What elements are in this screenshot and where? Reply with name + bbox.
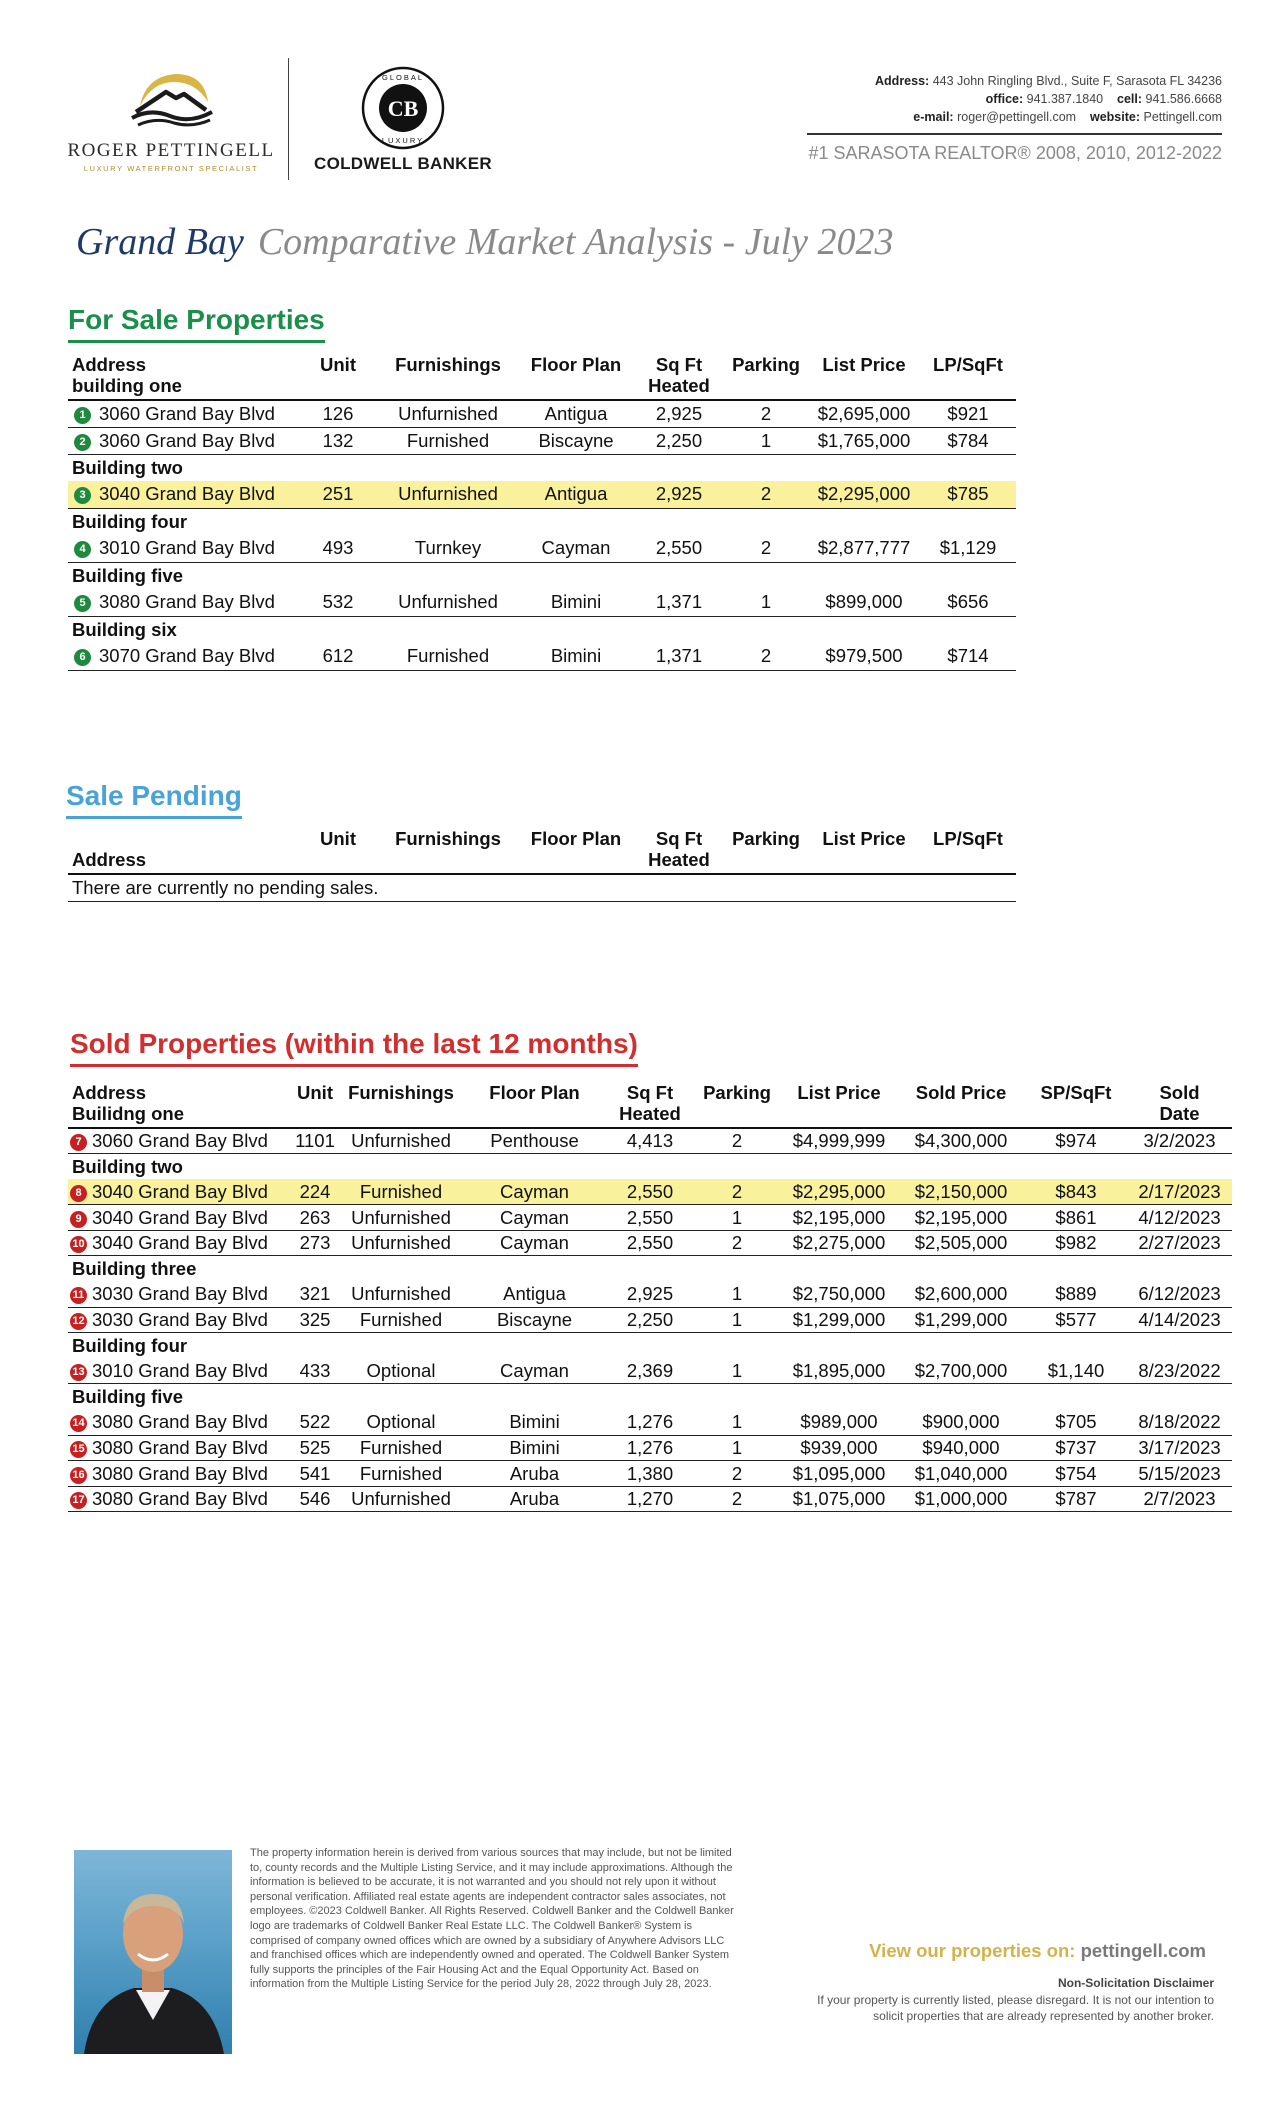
parking-cell: 2	[693, 1179, 781, 1205]
table-row	[68, 1461, 1232, 1487]
unit-cell: 522	[290, 1410, 340, 1436]
col-header-floor-plan: Floor Plan	[518, 828, 634, 874]
non-solicitation-title: Non-Solicitation Disclaimer	[1057, 1976, 1214, 1990]
table-row	[68, 1358, 1232, 1384]
furnishings-cell: Furnished	[378, 643, 518, 670]
address-cell: 3080 Grand Bay Blvd	[92, 1462, 268, 1484]
sold-price-cell: $1,000,000	[897, 1486, 1025, 1512]
address-cell: 3080 Grand Bay Blvd	[92, 1436, 268, 1458]
building-group-row	[68, 508, 1016, 535]
contact-address-line	[762, 72, 1222, 90]
listing-number-badge: 2	[74, 434, 91, 451]
sold-price-cell: $940,000	[897, 1435, 1025, 1461]
header-sqft-label: Sq Ft	[655, 828, 703, 849]
table-row	[68, 1230, 1232, 1256]
list-price-cell: $2,695,000	[808, 400, 920, 427]
listing-number-badge: 8	[70, 1185, 87, 1202]
furnishings-cell: Unfurnished	[340, 1230, 462, 1256]
for-sale-table	[68, 354, 1016, 671]
sold-price-cell: $2,505,000	[897, 1230, 1025, 1256]
address-cell: 3060 Grand Bay Blvd	[99, 429, 275, 451]
col-header-address	[68, 1082, 290, 1128]
sold-price-cell: $1,040,000	[897, 1461, 1025, 1487]
furnishings-cell: Furnished	[340, 1307, 462, 1333]
sqft-cell: 1,276	[607, 1410, 693, 1436]
sqft-cell: 2,250	[634, 427, 724, 454]
sqft-cell: 1,270	[607, 1486, 693, 1512]
listing-number-badge: 7	[70, 1134, 87, 1151]
floor-plan-cell: Cayman	[462, 1179, 607, 1205]
building-group-row	[68, 562, 1016, 589]
brand-divider	[288, 58, 289, 180]
header-sqft-label: Sq Ft	[626, 1082, 674, 1103]
building-group-row	[68, 1333, 1232, 1359]
empty-state-row	[68, 874, 1016, 901]
unit-cell: 251	[298, 481, 378, 508]
building-group-label: Building four	[72, 510, 188, 532]
seal-ring-bottom-text: LUXURY	[381, 136, 425, 145]
lp-sqft-cell: $785	[920, 481, 1016, 508]
sale-pending-table	[68, 828, 1016, 902]
lp-sqft-cell: $921	[920, 400, 1016, 427]
sqft-cell: 2,550	[607, 1179, 693, 1205]
parking-cell: 2	[724, 535, 808, 562]
address-cell: 3070 Grand Bay Blvd	[99, 645, 275, 667]
sold-date-cell: 3/17/2023	[1127, 1435, 1232, 1461]
unit-cell: 126	[298, 400, 378, 427]
sqft-cell: 2,250	[607, 1307, 693, 1333]
list-price-cell: $1,895,000	[781, 1358, 897, 1384]
parking-cell: 1	[724, 589, 808, 616]
sale-pending-heading: Sale Pending	[66, 780, 242, 819]
contact-divider	[807, 133, 1222, 135]
sqft-cell: 2,550	[607, 1230, 693, 1256]
cell-phone[interactable]: 941.586.6668	[1145, 92, 1222, 106]
seal-monogram: CB	[387, 96, 419, 121]
parking-cell: 1	[724, 427, 808, 454]
website-footer-link[interactable]: pettingell.com	[1080, 1940, 1206, 1961]
sold-price-cell: $2,600,000	[897, 1282, 1025, 1308]
table-row	[68, 643, 1016, 670]
sqft-cell: 2,925	[634, 481, 724, 508]
parking-cell: 1	[693, 1410, 781, 1436]
table-row-highlighted	[68, 481, 1016, 508]
address-cell: 3010 Grand Bay Blvd	[99, 537, 275, 559]
for-sale-heading: For Sale Properties	[68, 304, 325, 343]
header-address-label: Address	[72, 354, 147, 375]
col-header-sold-date	[1127, 1082, 1232, 1128]
table-row-highlighted	[68, 1179, 1232, 1205]
building-group-row	[68, 616, 1016, 643]
sp-sqft-cell: $577	[1025, 1307, 1127, 1333]
table-row	[68, 1486, 1232, 1512]
table-row	[68, 589, 1016, 616]
legal-disclaimer: The property information herein is derived from various sources that may include, but not be limited to, county records and the Multiple Listing Service, and it may include approximations. Although the information is believed to be accurate, it is not warranted and you should not rely upon it without personal verification. Affiliated real estate agents are independent contractor sales associates, not employees. ©2023 Coldwell Banker. All Rights Reserved. Coldwell Banker and the Coldwell Banker logo are trademarks of Coldwell Banker Real Estate LLC. The Coldwell Banker® System is comprised of company owned offices which are owned by a subsidiary of Anywhere Advisors LLC and franchised offices which are independently owned and operated. The Coldwell Banker System fully supports the principles of the Fair Housing Act and the Equal Opportunity Act. Based on information from the Multiple Listing Service for the period July 28, 2022 through July 28, 2023.	[250, 1847, 734, 1991]
agent-photo-illustration	[74, 1850, 232, 2054]
lp-sqft-cell: $656	[920, 589, 1016, 616]
sp-sqft-cell: $737	[1025, 1435, 1127, 1461]
col-header-sold-price: Sold Price	[897, 1082, 1025, 1128]
list-price-cell: $1,299,000	[781, 1307, 897, 1333]
parking-cell: 2	[724, 643, 808, 670]
listing-number-badge: 3	[74, 487, 91, 504]
listing-number-badge: 9	[70, 1211, 87, 1228]
table-row	[68, 427, 1016, 454]
group-label-building-one: building one	[72, 375, 182, 396]
unit-cell: 493	[298, 535, 378, 562]
lp-sqft-cell: $714	[920, 643, 1016, 670]
list-price-cell: $2,275,000	[781, 1230, 897, 1256]
address-cell: 3010 Grand Bay Blvd	[92, 1359, 268, 1381]
cb-global-luxury-seal-icon	[361, 66, 445, 150]
website-link[interactable]: Pettingell.com	[1143, 110, 1222, 124]
sp-sqft-cell: $1,140	[1025, 1358, 1127, 1384]
parking-cell: 2	[693, 1128, 781, 1154]
floor-plan-cell: Antigua	[462, 1282, 607, 1308]
sp-sqft-cell: $861	[1025, 1205, 1127, 1231]
building-group-label: Building two	[72, 456, 183, 478]
list-price-cell: $1,765,000	[808, 427, 920, 454]
cell-label: cell:	[1117, 92, 1143, 106]
table-header-row	[68, 354, 1016, 400]
sold-price-cell: $2,150,000	[897, 1179, 1025, 1205]
furnishings-cell: Furnished	[378, 427, 518, 454]
sqft-cell: 1,380	[607, 1461, 693, 1487]
building-group-label: Building three	[72, 1258, 197, 1280]
col-header-sqft	[634, 828, 724, 874]
col-header-list-price: List Price	[781, 1082, 897, 1128]
listing-number-badge: 10	[70, 1236, 87, 1253]
furnishings-cell: Unfurnished	[340, 1205, 462, 1231]
floor-plan-cell: Aruba	[462, 1486, 607, 1512]
building-group-row	[68, 1154, 1232, 1180]
view-properties-line	[869, 1940, 1206, 1962]
unit-cell: 1101	[290, 1128, 340, 1154]
building-group-label: Building four	[72, 1334, 188, 1356]
building-group-label: Building six	[72, 618, 177, 640]
list-price-cell: $989,000	[781, 1410, 897, 1436]
parking-cell: 2	[693, 1461, 781, 1487]
header-address-label: Address	[72, 1082, 147, 1103]
sold-date-cell: 8/23/2022	[1127, 1358, 1232, 1384]
parking-cell: 1	[693, 1282, 781, 1308]
parking-cell: 2	[724, 481, 808, 508]
listing-number-badge: 15	[70, 1441, 87, 1458]
furnishings-cell: Furnished	[340, 1435, 462, 1461]
list-price-cell: $2,295,000	[781, 1179, 897, 1205]
sold-properties-table	[68, 1082, 1232, 1512]
furnishings-cell: Optional	[340, 1410, 462, 1436]
furnishings-cell: Unfurnished	[378, 400, 518, 427]
agent-brand-name: ROGER PETTINGELL	[67, 140, 275, 161]
table-header-row	[68, 828, 1016, 874]
floor-plan-cell: Bimini	[462, 1435, 607, 1461]
col-header-sqft	[607, 1082, 693, 1128]
unit-cell: 525	[290, 1435, 340, 1461]
floor-plan-cell: Bimini	[462, 1410, 607, 1436]
listing-number-badge: 16	[70, 1467, 87, 1484]
address-cell: 3080 Grand Bay Blvd	[99, 591, 275, 613]
sp-sqft-cell: $889	[1025, 1282, 1127, 1308]
floor-plan-cell: Penthouse	[462, 1128, 607, 1154]
sold-price-cell: $2,195,000	[897, 1205, 1025, 1231]
parking-cell: 1	[693, 1205, 781, 1231]
sold-date-cell: 8/18/2022	[1127, 1410, 1232, 1436]
list-price-cell: $899,000	[808, 589, 920, 616]
address-cell: 3080 Grand Bay Blvd	[92, 1488, 268, 1510]
sold-date-cell: 6/12/2023	[1127, 1282, 1232, 1308]
floor-plan-cell: Antigua	[518, 481, 634, 508]
table-header-row	[68, 1082, 1232, 1128]
community-name: Grand Bay	[76, 221, 244, 263]
sqft-cell: 1,371	[634, 589, 724, 616]
list-price-cell: $979,500	[808, 643, 920, 670]
sp-sqft-cell: $843	[1025, 1179, 1127, 1205]
unit-cell: 224	[290, 1179, 340, 1205]
col-header-sqft	[634, 354, 724, 400]
listing-number-badge: 12	[70, 1313, 87, 1330]
lp-sqft-cell: $784	[920, 427, 1016, 454]
view-properties-label: View our properties on:	[869, 1940, 1076, 1961]
floor-plan-cell: Biscayne	[462, 1307, 607, 1333]
col-header-lp-sqft: LP/SqFt	[920, 354, 1016, 400]
address-cell: 3040 Grand Bay Blvd	[92, 1232, 268, 1254]
unit-cell: 541	[290, 1461, 340, 1487]
header-heated-label: Heated	[648, 375, 710, 396]
report-subtitle: Comparative Market Analysis - July 2023	[257, 221, 894, 263]
website-label: website:	[1089, 110, 1140, 124]
agent-brand-tagline: LUXURY WATERFRONT SPECIALIST	[83, 164, 259, 173]
col-header-parking: Parking	[724, 828, 808, 874]
furnishings-cell: Unfurnished	[340, 1128, 462, 1154]
sold-price-cell: $2,700,000	[897, 1358, 1025, 1384]
sold-properties-heading: Sold Properties (within the last 12 months)	[70, 1028, 638, 1067]
sp-sqft-cell: $982	[1025, 1230, 1127, 1256]
col-header-list-price: List Price	[808, 828, 920, 874]
list-price-cell: $2,877,777	[808, 535, 920, 562]
sold-date-cell: 2/27/2023	[1127, 1230, 1232, 1256]
list-price-cell: $4,999,999	[781, 1128, 897, 1154]
furnishings-cell: Unfurnished	[378, 481, 518, 508]
col-header-floor-plan: Floor Plan	[462, 1082, 607, 1128]
furnishings-cell: Unfurnished	[340, 1282, 462, 1308]
table-row	[68, 400, 1016, 427]
listing-number-badge: 1	[74, 407, 91, 424]
address-cell: 3030 Grand Bay Blvd	[92, 1308, 268, 1330]
seal-ring-top-text: GLOBAL	[381, 73, 425, 82]
sold-price-cell: $1,299,000	[897, 1307, 1025, 1333]
realtor-award-line: #1 SARASOTA REALTOR® 2008, 2010, 2012-2022	[808, 143, 1222, 163]
sold-date-cell: 2/7/2023	[1127, 1486, 1232, 1512]
email-label: e-mail:	[913, 110, 954, 124]
broker-name: COLDWELL BANKER	[314, 154, 492, 173]
furnishings-cell: Turnkey	[378, 535, 518, 562]
unit-cell: 273	[290, 1230, 340, 1256]
agent-portrait-photo	[74, 1850, 232, 2054]
sqft-cell: 2,550	[634, 535, 724, 562]
col-header-sp-sqft: SP/SqFt	[1025, 1082, 1127, 1128]
lp-sqft-cell: $1,129	[920, 535, 1016, 562]
col-header-unit: Unit	[290, 1082, 340, 1128]
address-cell: 3080 Grand Bay Blvd	[92, 1411, 268, 1433]
parking-cell: 1	[693, 1307, 781, 1333]
building-group-label: Building five	[72, 564, 183, 586]
unit-cell: 132	[298, 427, 378, 454]
sp-sqft-cell: $974	[1025, 1128, 1127, 1154]
table-row	[68, 1282, 1232, 1308]
floor-plan-cell: Cayman	[518, 535, 634, 562]
sqft-cell: 2,550	[607, 1205, 693, 1231]
coldwell-banker-brand	[308, 66, 498, 178]
listing-number-badge: 13	[70, 1364, 87, 1381]
sqft-cell: 2,925	[607, 1282, 693, 1308]
sold-price-cell: $900,000	[897, 1410, 1025, 1436]
listing-number-badge: 5	[74, 595, 91, 612]
sqft-cell: 2,925	[634, 400, 724, 427]
sp-sqft-cell: $754	[1025, 1461, 1127, 1487]
list-price-cell: $2,750,000	[781, 1282, 897, 1308]
unit-cell: 325	[290, 1307, 340, 1333]
listing-number-badge: 17	[70, 1492, 87, 1509]
unit-cell: 532	[298, 589, 378, 616]
col-header-furnishings: Furnishings	[340, 1082, 462, 1128]
building-group-label: Building two	[72, 1155, 183, 1177]
building-group-row	[68, 1384, 1232, 1410]
table-row	[68, 535, 1016, 562]
list-price-cell: $2,295,000	[808, 481, 920, 508]
address-cell: 3060 Grand Bay Blvd	[99, 402, 275, 424]
floor-plan-cell: Cayman	[462, 1230, 607, 1256]
col-header-address: Address	[68, 828, 298, 874]
sold-price-cell: $4,300,000	[897, 1128, 1025, 1154]
col-header-address	[68, 354, 298, 400]
header-sqft-label: Sq Ft	[655, 354, 703, 375]
unit-cell: 433	[290, 1358, 340, 1384]
col-header-floor-plan: Floor Plan	[518, 354, 634, 400]
sqft-cell: 1,371	[634, 643, 724, 670]
list-price-cell: $1,075,000	[781, 1486, 897, 1512]
furnishings-cell: Unfurnished	[378, 589, 518, 616]
floor-plan-cell: Biscayne	[518, 427, 634, 454]
address-cell: 3030 Grand Bay Blvd	[92, 1283, 268, 1305]
contact-web-line	[762, 108, 1222, 126]
floor-plan-cell: Aruba	[462, 1461, 607, 1487]
sqft-cell: 1,276	[607, 1435, 693, 1461]
contact-info	[762, 72, 1222, 126]
furnishings-cell: Furnished	[340, 1461, 462, 1487]
contact-phone-line	[762, 90, 1222, 108]
address-cell: 3060 Grand Bay Blvd	[92, 1130, 268, 1152]
table-row	[68, 1307, 1232, 1333]
col-header-unit: Unit	[298, 828, 378, 874]
table-row	[68, 1435, 1232, 1461]
unit-cell: 546	[290, 1486, 340, 1512]
sp-sqft-cell: $787	[1025, 1486, 1127, 1512]
non-solicitation-text: If your property is currently listed, please disregard. It is not our intention to solicit properties that are already represented by another broker.	[817, 1993, 1214, 2023]
col-header-furnishings: Furnishings	[378, 828, 518, 874]
parking-cell: 1	[693, 1358, 781, 1384]
table-row	[68, 1410, 1232, 1436]
floor-plan-cell: Bimini	[518, 589, 634, 616]
address-label: Address:	[875, 74, 930, 88]
furnishings-cell: Unfurnished	[340, 1486, 462, 1512]
furnishings-cell: Optional	[340, 1358, 462, 1384]
listing-number-badge: 4	[74, 541, 91, 558]
sold-date-cell: 5/15/2023	[1127, 1461, 1232, 1487]
floor-plan-cell: Cayman	[462, 1205, 607, 1231]
col-header-parking: Parking	[693, 1082, 781, 1128]
sold-date-cell: 4/14/2023	[1127, 1307, 1232, 1333]
building-group-row	[68, 454, 1016, 481]
building-group-label: Building five	[72, 1385, 183, 1407]
table-row	[68, 1128, 1232, 1154]
col-header-list-price: List Price	[808, 354, 920, 400]
list-price-cell: $1,095,000	[781, 1461, 897, 1487]
building-group-row	[68, 1256, 1232, 1282]
floor-plan-cell: Bimini	[518, 643, 634, 670]
col-header-parking: Parking	[724, 354, 808, 400]
parking-cell: 1	[693, 1435, 781, 1461]
sold-date-cell: 2/17/2023	[1127, 1179, 1232, 1205]
header-date-label: Date	[1159, 1103, 1200, 1124]
parking-cell: 2	[724, 400, 808, 427]
floor-plan-cell: Cayman	[462, 1358, 607, 1384]
list-price-cell: $2,195,000	[781, 1205, 897, 1231]
sold-date-cell: 3/2/2023	[1127, 1128, 1232, 1154]
table-row	[68, 1205, 1232, 1231]
address-cell: 3040 Grand Bay Blvd	[92, 1206, 268, 1228]
unit-cell: 263	[290, 1205, 340, 1231]
parking-cell: 2	[693, 1230, 781, 1256]
listing-number-badge: 6	[74, 649, 91, 666]
email-link[interactable]: roger@pettingell.com	[957, 110, 1077, 124]
sold-date-cell: 4/12/2023	[1127, 1205, 1232, 1231]
list-price-cell: $939,000	[781, 1435, 897, 1461]
document-title	[76, 220, 894, 264]
col-header-lp-sqft: LP/SqFt	[920, 828, 1016, 874]
listing-number-badge: 14	[70, 1415, 87, 1432]
rooftop-wave-logo-icon	[126, 68, 216, 128]
listing-number-badge: 11	[70, 1287, 87, 1304]
sp-sqft-cell: $705	[1025, 1410, 1127, 1436]
office-label: office:	[985, 92, 1024, 106]
unit-cell: 612	[298, 643, 378, 670]
address-cell: 3040 Grand Bay Blvd	[99, 483, 275, 505]
parking-cell: 2	[693, 1486, 781, 1512]
floor-plan-cell: Antigua	[518, 400, 634, 427]
col-header-furnishings: Furnishings	[378, 354, 518, 400]
header-heated-label: Heated	[648, 849, 710, 870]
sqft-cell: 2,369	[607, 1358, 693, 1384]
no-pending-message: There are currently no pending sales.	[68, 874, 1016, 901]
sqft-cell: 4,413	[607, 1128, 693, 1154]
roger-pettingell-brand	[66, 68, 276, 180]
group-label-building-one: Builidng one	[72, 1103, 185, 1124]
address-cell: 3040 Grand Bay Blvd	[92, 1180, 268, 1202]
office-phone[interactable]: 941.387.1840	[1026, 92, 1104, 106]
unit-cell: 321	[290, 1282, 340, 1308]
furnishings-cell: Furnished	[340, 1179, 462, 1205]
col-header-unit: Unit	[298, 354, 378, 400]
header-sold-label: Sold	[1159, 1082, 1200, 1103]
address-value: 443 John Ringling Blvd., Suite F, Sarasota FL 34236	[932, 74, 1222, 88]
header-heated-label: Heated	[619, 1103, 681, 1124]
